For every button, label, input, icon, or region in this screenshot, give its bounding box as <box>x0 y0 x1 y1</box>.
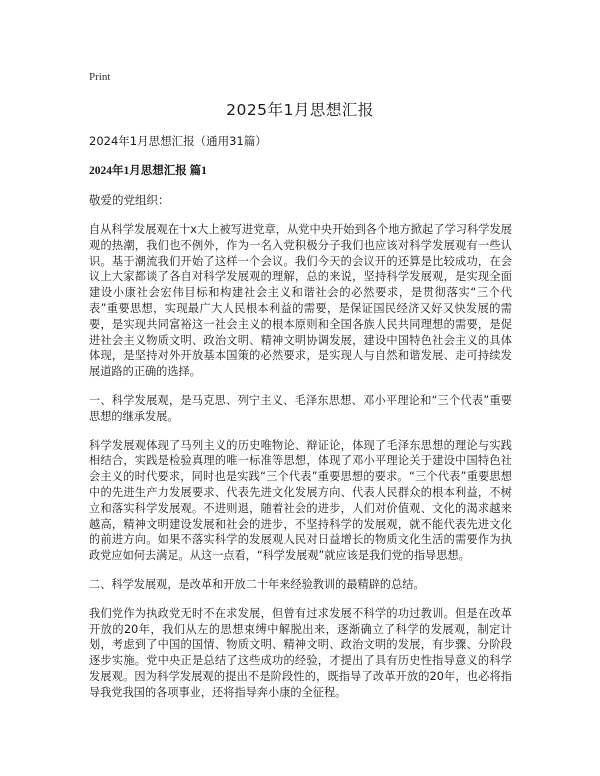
paragraph-point-two-heading: 二、科学发展观，是改革和开放二十年来经验教训的最精辟的总结。 <box>89 577 425 591</box>
print-label: Print <box>89 71 111 83</box>
greeting-line: 敬爱的党组织： <box>89 193 170 207</box>
paragraph-intro: 自从科学发展观在十x大上被写进党章，从党中央开始到各个地方掀起了学习科学发展观的热潮，我们也不例外，作为一名入党积极分子我们也应该对科学发展观有一些认识。基于潮流我们开始了这样一个会议。我们今天的会议开的还算是比较成功，在会议上大家都谈了各自对科学发展观的理解，总的来说，坚持科学发展观，是实现全面建设小康社会宏伟目标和构建社会主义和谐社会的必然要求，是贯彻落实“三个代表”重要思想，实现最广大人民根本利益的需要，是保证国民经济又好又快发展的需要，是实现共同富裕这一社会主义的根本原则和全国各族人民共同理想的需要，是促进社会主义物质文明、政治文明、精神文明协调发展，建设中国特色社会主义的具体体现，是坚持对外开放基本国策的必然要求，是实现人与自然和谐发展、走可持续发展道路的正确的选择。 <box>89 223 512 379</box>
paragraph-point-two-body: 我们党作为执政党无时不在求发展，但曾有过求发展不科学的功过教训。但是在改革开放的20年，我们从左的思想束缚中解脱出来，逐渐确立了科学的发展观，制定计划，考虑到了中国的国情、物质文明、精神文明、政治文明的发展，有步骤、分阶段逐步实施。党中央正是总结了这些成功的经验，才提出了具有历史性指导意义的科学发展观。因为科学发展观的提出不是阶段性的，既指导了改革开放的20年，也必将指导我党我国的各项事业，还将指导奔小康的全征程。 <box>89 606 512 699</box>
paragraph-point-one-heading: 一、科学发展观，是马克思、列宁主义、毛泽东思想、邓小平理论和“三个代表”重要思想的继承发展。 <box>89 393 512 423</box>
document-subtitle: 2024年1月思想汇报（通用31篇） <box>89 134 267 148</box>
paragraph-point-one-body: 科学发展观体现了马列主义的历史唯物论、辩证论，体现了毛泽东思想的理论与实践相结合，实践是检验真理的唯一标准等思想，体现了邓小平理论关于建设中国特色社会主义的时代要求，同时也是实践“三个代表”重要思想的要求。“三个代表”重要思想中的先进生产力发展要求、代表先进文化发展方向、代表人民群众的根本利益，不树立和落实科学发展观。不进则退，随着社会的进步，人们对价值观、文化的渴求越来越高，精神文明建设发展和社会的进步，不坚持科学的发展观，就不能代表先进文化的前进方向。如果不落实科学的发展观人民对日益增长的物质文化生活的需要作为执政党应如何去满足。从这一点看，“科学发展观”就应该是我们党的指导思想。 <box>89 438 512 563</box>
document-body <box>89 133 512 714</box>
page-title: 2025年1月思想汇报 <box>226 101 374 119</box>
section-heading: 2024年1月思想汇报 篇1 <box>89 165 207 177</box>
